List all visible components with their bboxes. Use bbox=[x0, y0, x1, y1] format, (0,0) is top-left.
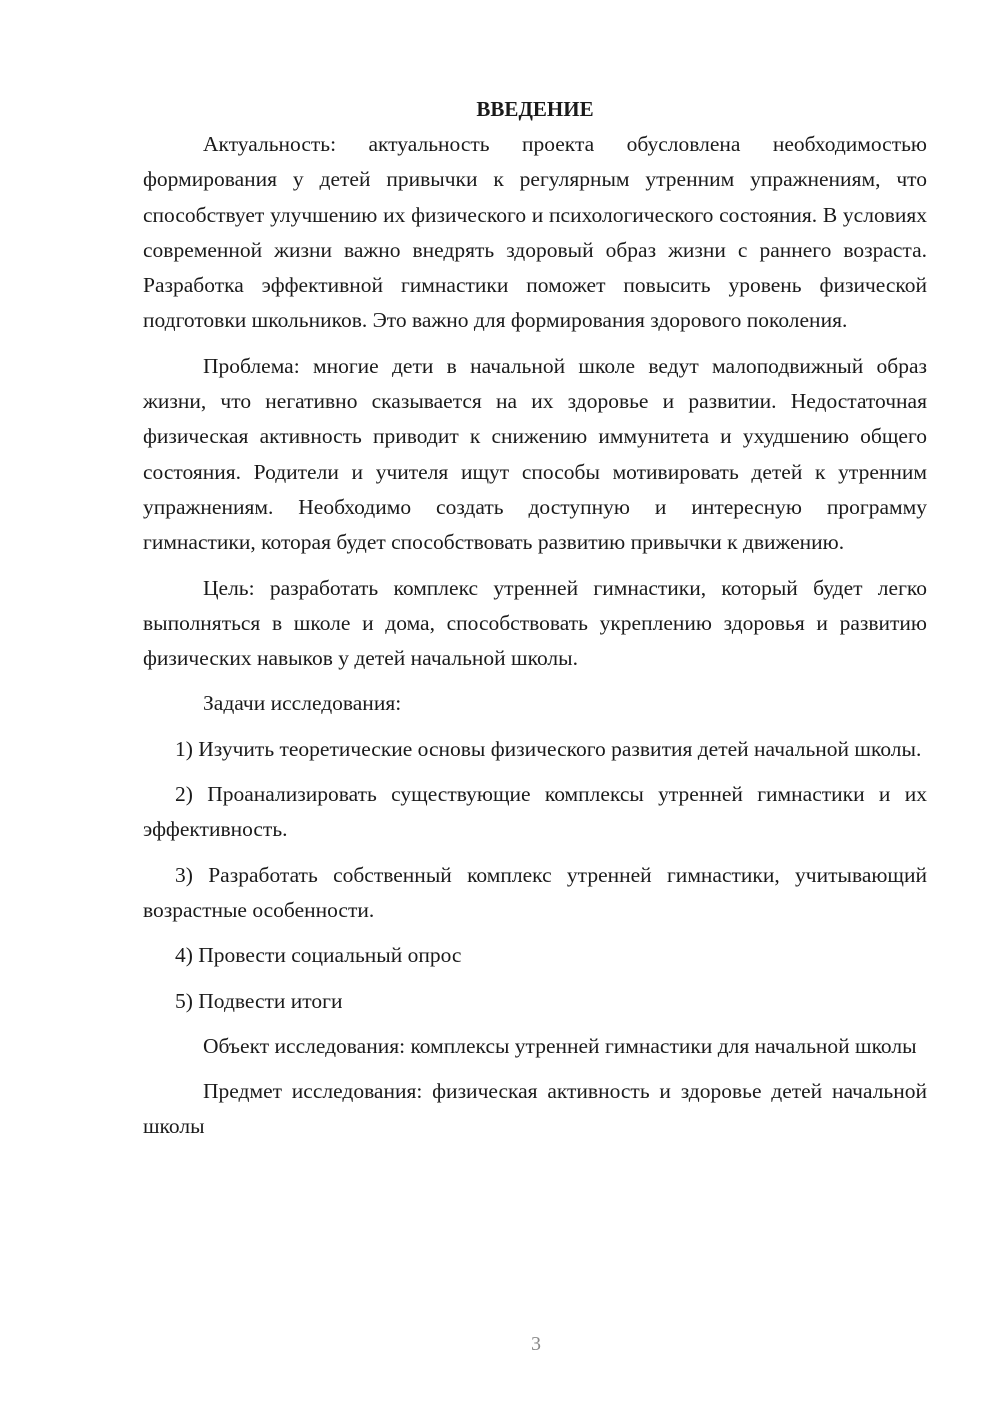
paragraph-relevance: Актуальность: актуальность проекта обусловлена необходимостью формирования у детей привычки к регулярным утренним упражнениям, что способствует улучшению их физического и психологического состояния. В условиях современной жизни важно внедрять здоровый образ жизни с раннего возраста. Разработка эффективной гимнастики поможет повысить уровень физической подготовки школьников. Это важно для формирования здорового поколения. bbox=[143, 132, 927, 333]
page-number: 3 bbox=[531, 1333, 541, 1355]
paragraph-goal: Цель: разработать комплекс утренней гимнастики, который будет легко выполняться в школе и дома, способствовать укреплению здоровья и развитию физических навыков у детей начальной школы. bbox=[143, 575, 927, 671]
list-item: 2) Проанализировать существующие комплексы утренней гимнастики и их эффективность. bbox=[143, 782, 927, 842]
list-item: 5) Подвести итоги bbox=[175, 988, 343, 1013]
paragraph-problem: Проблема: многие дети в начальной школе ведут малоподвижный образ жизни, что негативно сказывается на их здоровье и развитии. Недостаточная физическая активность приводит к снижению иммунитета и ухудшению общего состояния. Родители и учителя ищут способы мотивировать детей к утренним упражнениям. Необходимо создать доступную и интересную программу гимнастики, которая будет способствовать развитию привычки к движению. bbox=[143, 353, 927, 555]
list-item: 3) Разработать собственный комплекс утренней гимнастики, учитывающий возрастные особенности. bbox=[143, 862, 927, 922]
list-item: 1) Изучить теоретические основы физического развития детей начальной школы. bbox=[175, 736, 922, 761]
section-heading: ВВЕДЕНИЕ bbox=[476, 97, 594, 121]
list-item: 4) Провести социальный опрос bbox=[175, 943, 462, 968]
tasks-list bbox=[143, 732, 927, 1019]
paragraph-object: Объект исследования: комплексы утренней гимнастики для начальной школы bbox=[203, 1033, 917, 1058]
document-page bbox=[143, 92, 927, 1145]
paragraph-subject: Предмет исследования: физическая активность и здоровье детей начальной школы bbox=[143, 1079, 927, 1139]
tasks-title: Задачи исследования: bbox=[203, 691, 402, 716]
